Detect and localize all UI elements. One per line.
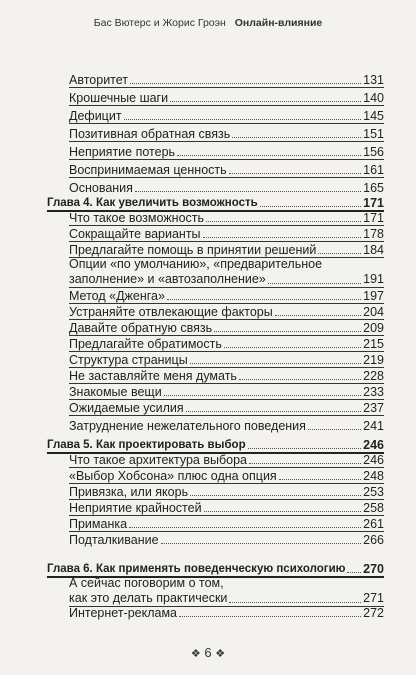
- toc-entry: Структура страницы 219: [69, 353, 384, 367]
- toc-entry: Метод «Дженга» 197: [69, 289, 384, 303]
- toc-entry: Привязка, или якорь 253: [69, 485, 384, 499]
- toc-entry: Крошечные шаги 140: [69, 91, 384, 105]
- toc-entry: Что такое архитектура выбора 246: [69, 453, 384, 467]
- page-number: 6: [204, 645, 212, 660]
- ornament-left-icon: ❖: [190, 648, 201, 660]
- running-header: [0, 17, 416, 29]
- toc-entry: Затруднение нежелательного поведения 241: [69, 419, 384, 433]
- chapter-heading: Глава 5. Как проектировать выбор 246: [47, 438, 384, 452]
- toc-entry: Позитивная обратная связь 151: [69, 127, 384, 141]
- toc-entry: Подталкивание 266: [69, 533, 384, 547]
- toc-entry: Приманка 261: [69, 517, 384, 531]
- page-footer: [0, 645, 416, 660]
- toc-entry: Интернет-реклама 272: [69, 606, 384, 620]
- toc-entry: «Выбор Хобсона» плюс одна опция 248: [69, 469, 384, 483]
- toc-entry: Не заставляйте меня думать 228: [69, 369, 384, 383]
- toc-entry: Давайте обратную связь 209: [69, 321, 384, 335]
- ornament-right-icon: ❖: [215, 648, 226, 660]
- toc-entry: Неприятие потерь 156: [69, 145, 384, 159]
- toc-entry: Что такое возможность 171: [69, 211, 384, 225]
- toc-entry: Воспринимаемая ценность 161: [69, 163, 384, 177]
- chapter-heading: Глава 6. Как применять поведенческую психологию 270: [47, 562, 384, 576]
- toc-entry: Знакомые вещи 233: [69, 385, 384, 399]
- toc-entry: Устраняйте отвлекающие факторы 204: [69, 305, 384, 319]
- toc-entry: Предлагайте помощь в принятии решений 184: [69, 243, 384, 257]
- toc-entry-multiline: А сейчас поговорим о том, как это делать практически 271: [69, 576, 384, 605]
- toc-entry: Авторитет 131: [69, 73, 384, 87]
- header-author: Бас Вютерс и Жорис Гроэн: [93, 17, 226, 29]
- toc-entry: Сокращайте варианты 178: [69, 227, 384, 241]
- toc-entry: Неприятие крайностей 258: [69, 501, 384, 515]
- toc-entry: Предлагайте обратимость 215: [69, 337, 384, 351]
- toc-entry-multiline: Опции «по умолчанию», «предварительное заполнение» и «автозаполнение» 191: [69, 257, 384, 286]
- chapter-heading: Глава 4. Как увеличить возможность 171: [47, 196, 384, 210]
- toc-entry: Ожидаемые усилия 237: [69, 401, 384, 415]
- toc-entry: Дефицит 145: [69, 109, 384, 123]
- toc-entry: Основания 165: [69, 181, 384, 195]
- header-book-title: Онлайн-влияние: [234, 17, 323, 29]
